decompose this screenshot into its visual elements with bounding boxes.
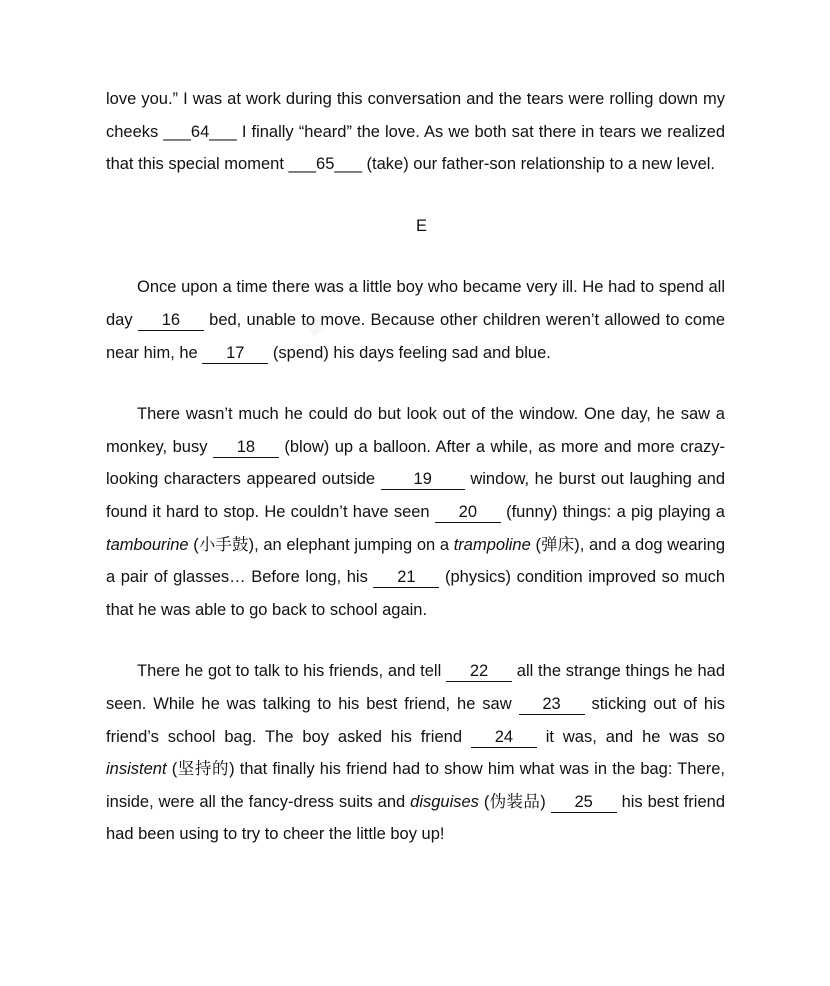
blank-22: 22: [446, 661, 512, 682]
text-segment: window, he burst out laughing and found it hard to stop. He couldn’t have seen: [106, 470, 725, 521]
text-segment: There he got to talk to his friends, and tell: [137, 662, 447, 681]
italic-term: insistent: [106, 760, 167, 779]
text-segment: his best friend had been using to try to cheer the little boy up!: [106, 792, 725, 844]
document-page: [106, 83, 725, 851]
text-segment: I finally “heard” the love. As we both sat there in tears we realized that this special moment: [106, 122, 726, 174]
text-segment: Once upon a time there was a little boy who became very ill. He had to spend all day: [106, 278, 725, 329]
paragraph-top: [106, 83, 725, 181]
blank-65: ___65___: [288, 155, 362, 174]
paragraph-3: [106, 655, 725, 851]
paragraph-2: [106, 398, 725, 626]
italic-term: trampoline: [453, 535, 531, 554]
blank-18: 18: [213, 437, 279, 458]
blank-25: 25: [551, 792, 617, 813]
blank-21: 21: [373, 567, 439, 588]
spacer: [106, 369, 725, 398]
text-segment: all the strange things he had seen. While he was talking to his best friend, he saw: [106, 662, 725, 713]
text-segment: (physics) condition improved so much that he was able to go back to school again.: [106, 568, 725, 619]
italic-term: disguises: [410, 792, 479, 811]
text-segment: (坚持的) that finally his friend had to show him what was in the bag: There, inside, were all the fancy-dress suits and: [106, 760, 725, 811]
blank-16: 16: [138, 310, 204, 331]
blank-17: 17: [202, 343, 268, 364]
spacer: [106, 626, 725, 655]
text-segment: (小手鼓), an elephant jumping on a: [188, 535, 454, 554]
text-segment: (伪装品): [478, 792, 551, 811]
text-segment: (blow) up a balloon. After a while, as more and more crazy-looking characters appeared outside: [106, 437, 725, 489]
text-segment: (take) our father-son relationship to a new level.: [361, 155, 716, 174]
text-segment: it was, and he was so: [536, 727, 725, 746]
text-segment: bed, unable to move. Because other children weren’t allowed to come near him, he: [106, 310, 726, 362]
section-heading: E: [415, 216, 427, 235]
blank-20: 20: [435, 502, 501, 523]
paragraph-1: [106, 271, 725, 369]
spacer: [106, 181, 725, 210]
text-segment: sticking out of his friend’s school bag. The boy asked his friend: [106, 694, 725, 746]
blank-64: ___64___: [163, 122, 237, 141]
text-segment: (funny) things: a pig playing a: [500, 502, 725, 521]
spacer: [106, 242, 725, 271]
text-segment: (弹床), and a dog wearing a pair of glasses… Before long, his: [106, 535, 726, 587]
text-segment: love you.” I was at work during this conversation and the tears were rolling down my cheeks: [106, 90, 725, 141]
text-segment: There wasn’t much he could do but look out of the window. One day, he saw a monkey, busy: [106, 405, 725, 456]
blank-19: 19: [381, 469, 465, 490]
italic-term: tambourine: [106, 535, 189, 554]
blank-23: 23: [519, 694, 585, 715]
text-segment: (spend) his days feeling sad and blue.: [268, 343, 551, 362]
blank-24: 24: [471, 727, 537, 748]
